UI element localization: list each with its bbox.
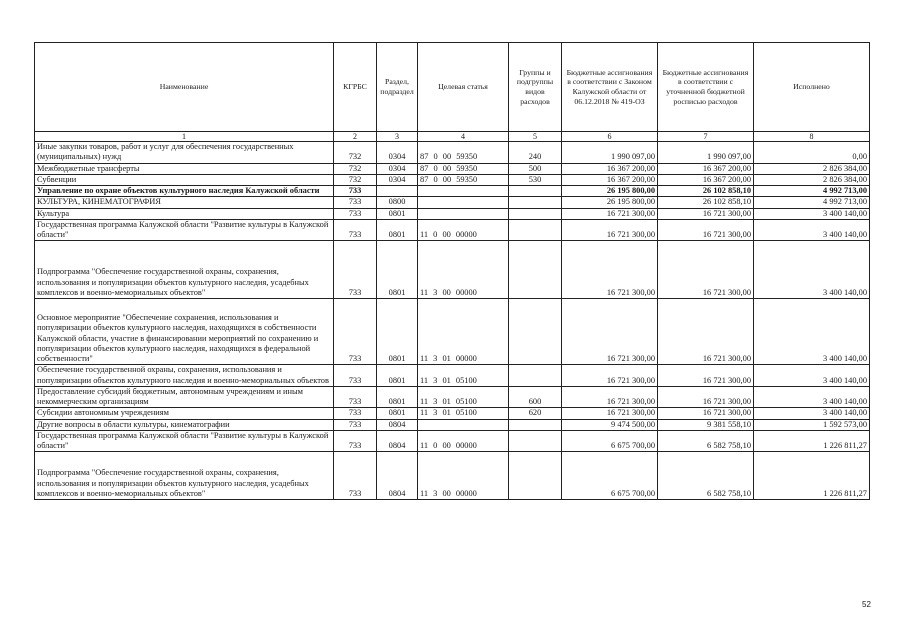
cell-refined: 6 582 758,10 <box>658 452 754 500</box>
cell-kgrbs: 733 <box>334 241 377 299</box>
cell-section: 0801 <box>377 241 418 299</box>
cell-kgrbs: 733 <box>334 452 377 500</box>
cell-law: 26 195 800,00 <box>562 197 658 208</box>
cell-refined: 16 721 300,00 <box>658 208 754 219</box>
cell-section: 0801 <box>377 299 418 365</box>
table-row <box>35 208 870 219</box>
cell-name: Межбюджетные трансферты <box>35 163 334 174</box>
cell-kgrbs: 733 <box>334 219 377 241</box>
table-row <box>35 197 870 208</box>
header-target: Целевая статья <box>418 43 509 132</box>
cell-refined: 16 367 200,00 <box>658 174 754 185</box>
header-name: Наименование <box>35 43 334 132</box>
header-row <box>35 43 870 132</box>
table-row <box>35 142 870 164</box>
cell-section: 0800 <box>377 197 418 208</box>
cell-law: 1 990 097,00 <box>562 142 658 164</box>
column-number: 8 <box>754 132 870 142</box>
cell-executed: 3 400 140,00 <box>754 241 870 299</box>
cell-target: 11 3 00 00000 <box>418 452 509 500</box>
table-row <box>35 365 870 387</box>
cell-section: 0804 <box>377 419 418 430</box>
cell-law: 16 721 300,00 <box>562 408 658 419</box>
cell-target: 11 0 00 00000 <box>418 430 509 452</box>
cell-section: 0801 <box>377 408 418 419</box>
table-row <box>35 219 870 241</box>
cell-section <box>377 186 418 197</box>
column-number: 1 <box>35 132 334 142</box>
cell-law: 6 675 700,00 <box>562 430 658 452</box>
cell-law: 16 721 300,00 <box>562 386 658 408</box>
cell-executed: 3 400 140,00 <box>754 365 870 387</box>
cell-group <box>509 430 562 452</box>
cell-section: 0801 <box>377 386 418 408</box>
cell-target <box>418 186 509 197</box>
cell-executed: 3 400 140,00 <box>754 386 870 408</box>
cell-group: 600 <box>509 386 562 408</box>
column-number: 5 <box>509 132 562 142</box>
cell-group <box>509 186 562 197</box>
cell-name: Государственная программа Калужской области "Развитие культуры в Калужской области" <box>35 219 334 241</box>
cell-name: КУЛЬТУРА, КИНЕМАТОГРАФИЯ <box>35 197 334 208</box>
cell-group <box>509 197 562 208</box>
cell-law: 16 367 200,00 <box>562 174 658 185</box>
column-number-row <box>35 132 870 142</box>
column-number: 6 <box>562 132 658 142</box>
cell-group <box>509 219 562 241</box>
cell-name: Подпрограмма "Обеспечение государственной охраны, сохранения, использования и популяризации объектов культурного наследия, усадебных комплексов и военно-мемориальных объектов" <box>35 452 334 500</box>
cell-name: Иные закупки товаров, работ и услуг для обеспечения государственных (муниципальных) нужд <box>35 142 334 164</box>
cell-name: Государственная программа Калужской области "Развитие культуры в Калужской области" <box>35 430 334 452</box>
cell-kgrbs: 733 <box>334 430 377 452</box>
cell-refined: 6 582 758,10 <box>658 430 754 452</box>
table-row <box>35 430 870 452</box>
page-number: 52 <box>862 600 871 609</box>
header-refined: Бюджетные ассигнования в соответствии с уточненной бюджетной росписью расходов <box>658 43 754 132</box>
cell-target: 11 3 01 05100 <box>418 386 509 408</box>
cell-section: 0804 <box>377 452 418 500</box>
cell-law: 9 474 500,00 <box>562 419 658 430</box>
cell-kgrbs: 733 <box>334 197 377 208</box>
cell-executed: 0,00 <box>754 142 870 164</box>
cell-name: Субсидии автономным учреждениям <box>35 408 334 419</box>
cell-name: Культура <box>35 208 334 219</box>
cell-executed: 1 226 811,27 <box>754 430 870 452</box>
cell-name: Другие вопросы в области культуры, кинематографии <box>35 419 334 430</box>
cell-refined: 16 367 200,00 <box>658 163 754 174</box>
cell-kgrbs: 733 <box>334 365 377 387</box>
budget-page <box>34 42 869 500</box>
cell-kgrbs: 732 <box>334 174 377 185</box>
cell-law: 16 721 300,00 <box>562 365 658 387</box>
cell-section: 0304 <box>377 163 418 174</box>
cell-law: 16 721 300,00 <box>562 299 658 365</box>
header-groups: Группы и подгруппы видов расходов <box>509 43 562 132</box>
cell-refined: 9 381 558,10 <box>658 419 754 430</box>
cell-executed: 4 992 713,00 <box>754 186 870 197</box>
cell-kgrbs: 733 <box>334 386 377 408</box>
cell-kgrbs: 733 <box>334 419 377 430</box>
table-row <box>35 174 870 185</box>
cell-target: 11 3 01 05100 <box>418 365 509 387</box>
cell-refined: 26 102 858,10 <box>658 186 754 197</box>
cell-name: Субвенции <box>35 174 334 185</box>
cell-kgrbs: 733 <box>334 408 377 419</box>
cell-group <box>509 208 562 219</box>
cell-refined: 16 721 300,00 <box>658 365 754 387</box>
table-row <box>35 299 870 365</box>
table-row <box>35 452 870 500</box>
cell-refined: 16 721 300,00 <box>658 299 754 365</box>
cell-section: 0304 <box>377 142 418 164</box>
cell-target <box>418 419 509 430</box>
cell-group: 620 <box>509 408 562 419</box>
cell-target <box>418 208 509 219</box>
cell-law: 6 675 700,00 <box>562 452 658 500</box>
table-row <box>35 241 870 299</box>
cell-kgrbs: 732 <box>334 163 377 174</box>
table-row <box>35 163 870 174</box>
cell-law: 16 721 300,00 <box>562 241 658 299</box>
cell-law: 16 721 300,00 <box>562 219 658 241</box>
cell-target <box>418 197 509 208</box>
cell-executed: 1 226 811,27 <box>754 452 870 500</box>
cell-executed: 3 400 140,00 <box>754 219 870 241</box>
cell-executed: 3 400 140,00 <box>754 299 870 365</box>
cell-name: Обеспечение государственной охраны, сохранения, использования и популяризации объектов культурного наследия и военно-мемориальных объектов <box>35 365 334 387</box>
table-row <box>35 386 870 408</box>
cell-target: 11 3 01 05100 <box>418 408 509 419</box>
cell-law: 26 195 800,00 <box>562 186 658 197</box>
cell-executed: 2 826 384,00 <box>754 174 870 185</box>
cell-law: 16 721 300,00 <box>562 208 658 219</box>
budget-table <box>34 42 870 500</box>
cell-target: 87 0 00 59350 <box>418 174 509 185</box>
cell-target: 11 3 00 00000 <box>418 241 509 299</box>
column-number: 2 <box>334 132 377 142</box>
cell-target: 87 0 00 59350 <box>418 142 509 164</box>
cell-section: 0804 <box>377 430 418 452</box>
cell-name: Основное мероприятие "Обеспечение сохранения, использования и популяризации объектов культурного наследия, находящихся в собственности Калужской области, участие в финансировании мероприятий по сохранению и популяризации объектов культурного наследия, находящихся в федеральной собственности" <box>35 299 334 365</box>
table-row <box>35 419 870 430</box>
cell-group <box>509 299 562 365</box>
cell-target: 87 0 00 59350 <box>418 163 509 174</box>
cell-target: 11 3 01 00000 <box>418 299 509 365</box>
cell-name: Предоставление субсидий бюджетным, автономным учреждениям и иным некоммерческим организациям <box>35 386 334 408</box>
cell-group: 500 <box>509 163 562 174</box>
cell-refined: 1 990 097,00 <box>658 142 754 164</box>
cell-kgrbs: 732 <box>334 142 377 164</box>
cell-law: 16 367 200,00 <box>562 163 658 174</box>
cell-refined: 16 721 300,00 <box>658 241 754 299</box>
cell-group <box>509 365 562 387</box>
table-row <box>35 408 870 419</box>
cell-group <box>509 452 562 500</box>
cell-executed: 2 826 384,00 <box>754 163 870 174</box>
cell-executed: 3 400 140,00 <box>754 408 870 419</box>
cell-group: 240 <box>509 142 562 164</box>
header-law: Бюджетные ассигнования в соответствии с Законом Калужской области от 06.12.2018 № 419-ОЗ <box>562 43 658 132</box>
cell-kgrbs: 733 <box>334 186 377 197</box>
cell-executed: 3 400 140,00 <box>754 208 870 219</box>
cell-kgrbs: 733 <box>334 208 377 219</box>
cell-refined: 16 721 300,00 <box>658 408 754 419</box>
cell-kgrbs: 733 <box>334 299 377 365</box>
cell-name: Подпрограмма "Обеспечение государственной охраны, сохранения, использования и популяризации объектов культурного наследия, усадебных комплексов и военно-мемориальных объектов" <box>35 241 334 299</box>
header-section: Раздел, подраздел <box>377 43 418 132</box>
cell-executed: 4 992 713,00 <box>754 197 870 208</box>
cell-group <box>509 419 562 430</box>
cell-refined: 26 102 858,10 <box>658 197 754 208</box>
table-row <box>35 186 870 197</box>
cell-refined: 16 721 300,00 <box>658 386 754 408</box>
cell-executed: 1 592 573,00 <box>754 419 870 430</box>
cell-section: 0304 <box>377 174 418 185</box>
cell-refined: 16 721 300,00 <box>658 219 754 241</box>
column-number: 3 <box>377 132 418 142</box>
column-number: 7 <box>658 132 754 142</box>
cell-section: 0801 <box>377 219 418 241</box>
cell-section: 0801 <box>377 208 418 219</box>
cell-name: Управление по охране объектов культурного наследия Калужской области <box>35 186 334 197</box>
cell-group <box>509 241 562 299</box>
cell-target: 11 0 00 00000 <box>418 219 509 241</box>
cell-section: 0801 <box>377 365 418 387</box>
column-number: 4 <box>418 132 509 142</box>
table-body <box>35 142 870 500</box>
header-kgrbs: КГРБС <box>334 43 377 132</box>
header-executed: Исполнено <box>754 43 870 132</box>
cell-group: 530 <box>509 174 562 185</box>
